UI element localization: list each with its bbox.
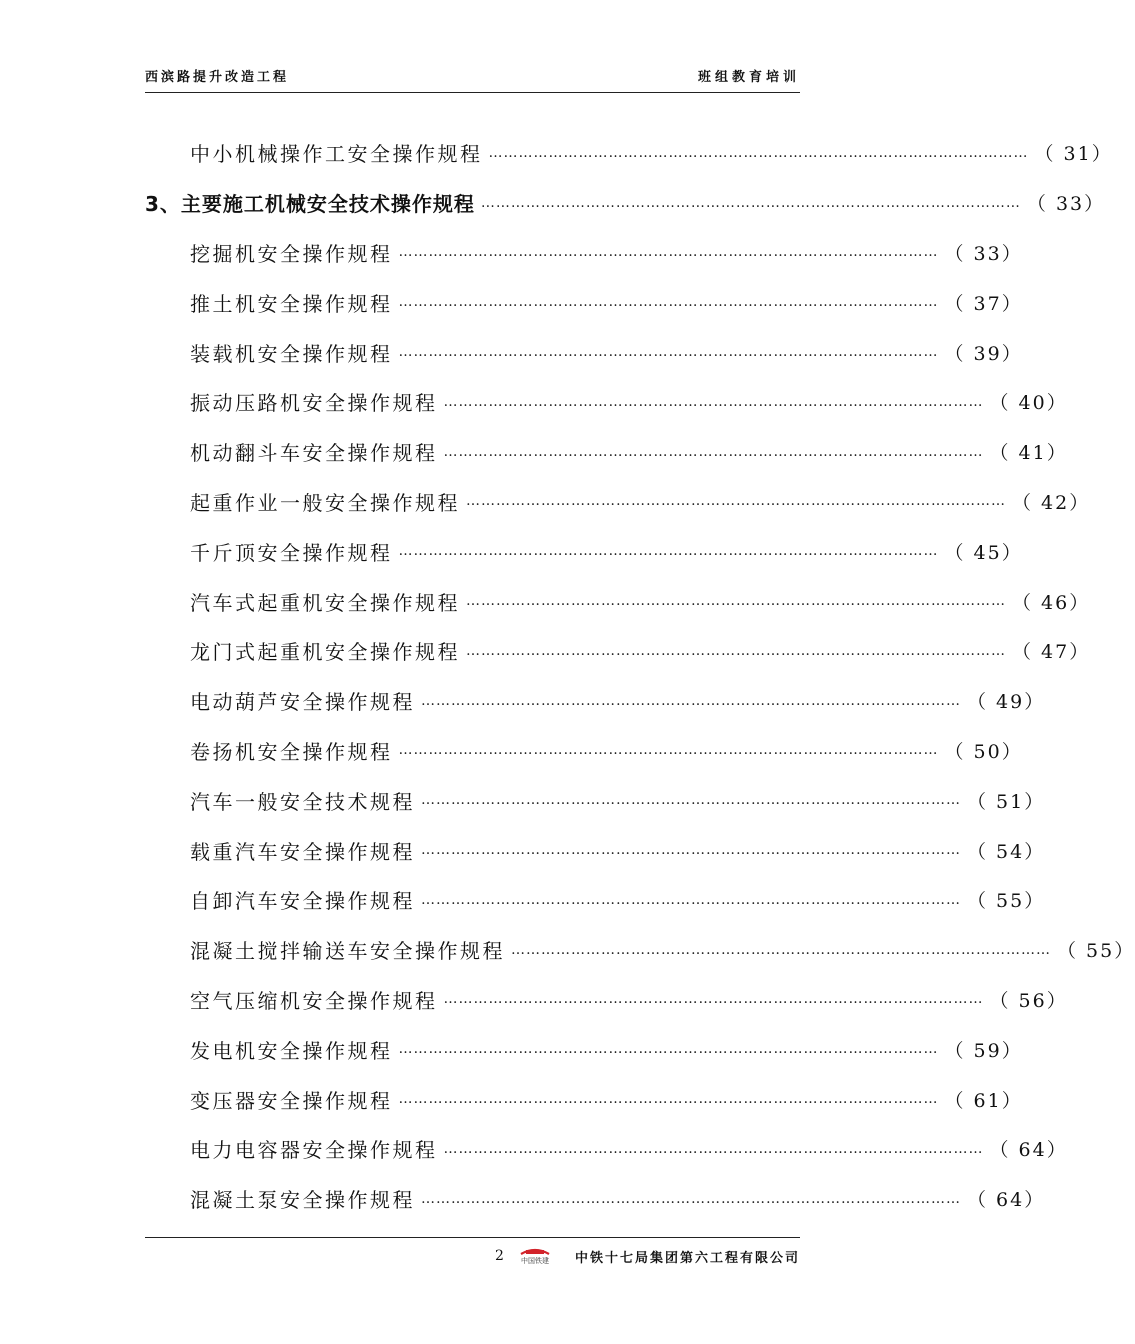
toc-entry-title: 挖掘机安全操作规程 xyxy=(190,241,393,266)
toc-dot-leader: ……………………………………………………………………………………………… xyxy=(421,792,961,809)
toc-dot-leader: ……………………………………………………………………………………………… xyxy=(443,991,984,1008)
toc-entry xyxy=(145,1024,1023,1074)
toc-entry-title: 汽车式起重机安全操作规程 xyxy=(190,590,460,615)
toc-dot-leader: ……………………………………………………………………………………………… xyxy=(398,294,939,311)
toc-entry xyxy=(145,1174,1046,1224)
toc-entry xyxy=(145,825,1046,875)
toc-entry-title: 3、主要施工机械安全技术操作规程 xyxy=(145,192,475,217)
toc-entry-title: 推土机安全操作规程 xyxy=(190,291,393,316)
toc-page-number: （ 61） xyxy=(944,1089,1023,1112)
toc-entry-title: 千斤顶安全操作规程 xyxy=(190,540,393,565)
page-header xyxy=(145,66,800,88)
toc-entry xyxy=(145,925,1135,975)
toc-entry-title: 龙门式起重机安全操作规程 xyxy=(190,640,460,665)
toc-page-number: （ 45） xyxy=(944,541,1023,564)
toc-entry xyxy=(145,427,1068,477)
toc-entry xyxy=(145,526,1023,576)
toc-entry xyxy=(145,975,1068,1025)
toc-entry xyxy=(145,228,1023,278)
footer-divider xyxy=(145,1237,800,1238)
toc-page-number: （ 64） xyxy=(967,1189,1046,1212)
toc-page-number: （ 37） xyxy=(944,292,1023,315)
toc-page-number: （ 40） xyxy=(989,392,1068,415)
toc-dot-leader: ……………………………………………………………………………………………… xyxy=(421,1190,961,1207)
toc-entry-title: 卷扬机安全操作规程 xyxy=(190,739,393,764)
toc-page-number: （ 64） xyxy=(989,1139,1068,1162)
toc-entry-title: 起重作业一般安全操作规程 xyxy=(190,490,460,515)
toc-entry xyxy=(145,128,1113,178)
toc-page-number: （ 50） xyxy=(944,740,1023,763)
toc-entry-title: 电动葫芦安全操作规程 xyxy=(190,690,415,715)
toc-entry xyxy=(145,277,1023,327)
toc-page-number: （ 55） xyxy=(1057,940,1135,963)
toc-page-number: （ 49） xyxy=(967,691,1046,714)
toc-entry xyxy=(145,1124,1068,1174)
toc-entry-title: 空气压缩机安全操作规程 xyxy=(190,988,438,1013)
toc-dot-leader: ……………………………………………………………………………………………… xyxy=(466,493,1006,510)
company-name: 中铁十七局集团第六工程有限公司 xyxy=(574,1251,800,1266)
toc-dot-leader: ……………………………………………………………………………………………… xyxy=(443,393,984,410)
toc-entry xyxy=(145,1074,1023,1124)
toc-page-number: （ 41） xyxy=(989,442,1068,465)
toc-entry-title: 发电机安全操作规程 xyxy=(190,1038,393,1063)
toc-dot-leader: ……………………………………………………………………………………………… xyxy=(443,1140,984,1157)
toc-entry xyxy=(145,775,1046,825)
toc-entry xyxy=(145,626,1091,676)
toc-entry-title: 装载机安全操作规程 xyxy=(190,341,393,366)
toc-dot-leader: ……………………………………………………………………………………………… xyxy=(398,244,939,261)
toc-entry xyxy=(145,875,1046,925)
toc-page-number: （ 56） xyxy=(989,989,1068,1012)
toc-entry-title: 振动压路机安全操作规程 xyxy=(190,391,438,416)
toc-page-number: （ 31） xyxy=(1034,143,1113,166)
toc-page-number: （ 47） xyxy=(1012,641,1091,664)
toc-entry xyxy=(145,726,1023,776)
toc-dot-leader: ……………………………………………………………………………………………… xyxy=(480,194,1021,211)
toc-entry-title: 载重汽车安全操作规程 xyxy=(190,839,415,864)
toc-page-number: （ 39） xyxy=(944,342,1023,365)
toc-entry xyxy=(145,327,1023,377)
page-number: 2 xyxy=(495,1248,504,1264)
toc-dot-leader: ……………………………………………………………………………………………… xyxy=(398,1091,939,1108)
toc-dot-leader: ……………………………………………………………………………………………… xyxy=(466,593,1006,610)
toc-entry-title: 电力电容器安全操作规程 xyxy=(190,1138,438,1163)
toc-dot-leader: ……………………………………………………………………………………………… xyxy=(466,642,1006,659)
toc-dot-leader: ……………………………………………………………………………………………… xyxy=(398,1041,939,1058)
toc-page-number: （ 42） xyxy=(1012,491,1091,514)
toc-entry xyxy=(145,576,1091,626)
toc-dot-leader: ……………………………………………………………………………………………… xyxy=(421,692,961,709)
toc-dot-leader: ……………………………………………………………………………………………… xyxy=(421,891,961,908)
toc-entry xyxy=(145,477,1091,527)
toc-page-number: （ 33） xyxy=(944,242,1023,265)
project-title: 西滨路提升改造工程 xyxy=(145,70,290,85)
toc-entry-title: 混凝土搅拌输送车安全操作规程 xyxy=(190,939,505,964)
toc-entry xyxy=(145,676,1046,726)
toc-dot-leader: ……………………………………………………………………………………………… xyxy=(488,144,1029,161)
header-divider xyxy=(145,92,800,93)
toc-page-number: （ 59） xyxy=(944,1039,1023,1062)
toc-entry-title: 变压器安全操作规程 xyxy=(190,1088,393,1113)
toc-section-heading xyxy=(145,178,1106,228)
table-of-contents xyxy=(145,128,1135,1224)
toc-entry xyxy=(145,377,1068,427)
toc-dot-leader: ……………………………………………………………………………………………… xyxy=(511,941,1051,958)
document-title: 班组教育培训 xyxy=(697,70,800,85)
toc-entry-title: 汽车一般安全技术规程 xyxy=(190,789,415,814)
toc-entry-title: 混凝土泵安全操作规程 xyxy=(190,1188,415,1213)
toc-dot-leader: ……………………………………………………………………………………………… xyxy=(398,344,939,361)
toc-page-number: （ 54） xyxy=(967,840,1046,863)
crcc-logo-text: 中国铁建 xyxy=(521,1257,549,1265)
toc-page-number: （ 46） xyxy=(1012,591,1091,614)
toc-entry-title: 机动翻斗车安全操作规程 xyxy=(190,441,438,466)
toc-entry-title: 中小机械操作工安全操作规程 xyxy=(190,142,483,167)
page-footer xyxy=(145,1244,800,1270)
toc-dot-leader: ……………………………………………………………………………………………… xyxy=(398,742,939,759)
toc-page-number: （ 55） xyxy=(967,890,1046,913)
toc-page-number: （ 33） xyxy=(1026,193,1106,216)
toc-dot-leader: ……………………………………………………………………………………………… xyxy=(443,443,984,460)
toc-page-number: （ 51） xyxy=(967,790,1046,813)
toc-entry-title: 自卸汽车安全操作规程 xyxy=(190,889,415,914)
toc-dot-leader: ……………………………………………………………………………………………… xyxy=(421,842,961,859)
toc-dot-leader: ……………………………………………………………………………………………… xyxy=(398,543,939,560)
